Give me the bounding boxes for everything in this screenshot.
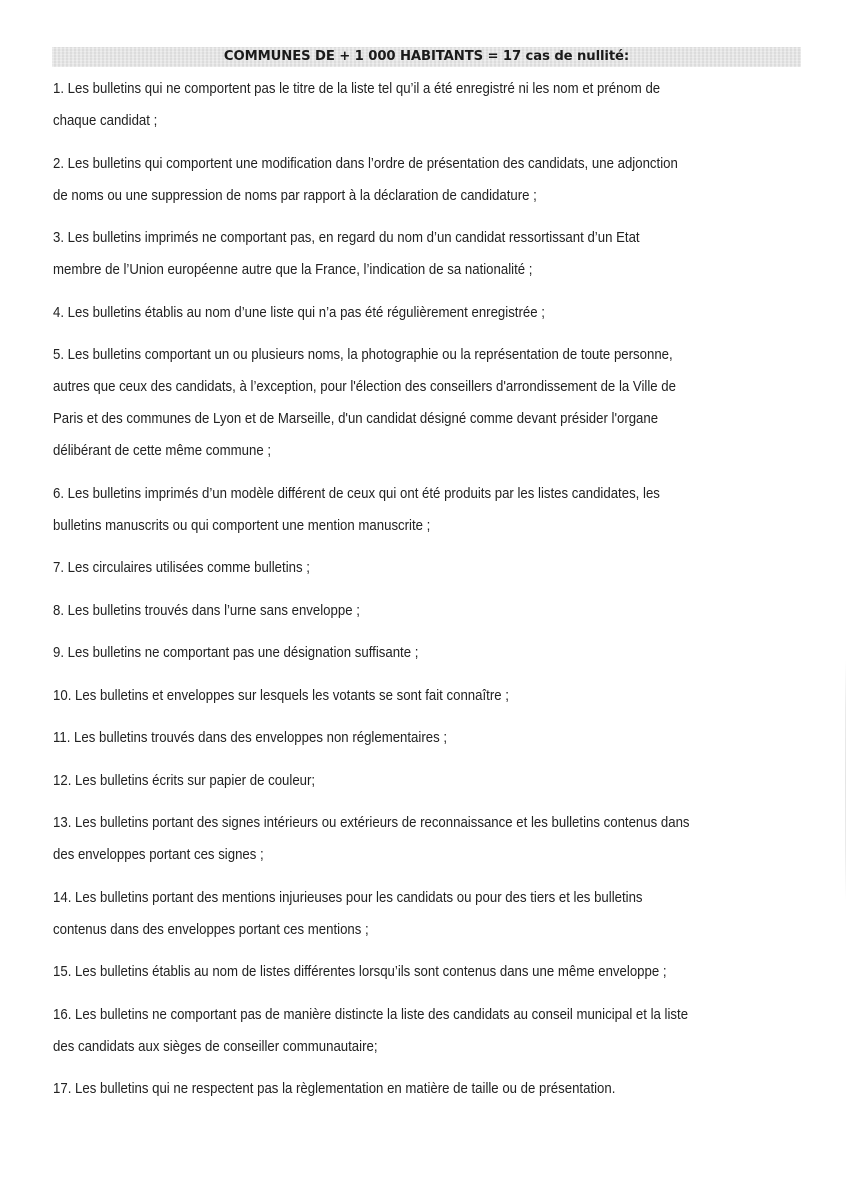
list-item-line: 11. Les bulletins trouvés dans des enveloppes non réglementaires ;	[53, 730, 448, 746]
list-item-line: 4. Les bulletins établis au nom d’une liste qui n’a pas été régulièrement enregistrée ;	[53, 304, 545, 321]
scan-edge-artifact	[845, 660, 846, 900]
list-item-4	[53, 297, 849, 329]
list-item-line: 12. Les bulletins écrits sur papier de couleur;	[53, 772, 316, 789]
list-item-line: 15. Les bulletins établis au nom de listes différentes lorsqu’ils sont contenus dans une même enveloppe ;	[53, 964, 667, 980]
list-item-5	[53, 339, 849, 467]
list-item-line: délibérant de cette même commune ;	[53, 443, 272, 459]
list-item-line: des enveloppes portant ces signes ;	[53, 847, 264, 863]
list-item-line: 8. Les bulletins trouvés dans l’urne sans enveloppe ;	[53, 602, 360, 619]
list-item-17	[53, 1073, 849, 1105]
list-item-line: des candidats aux sièges de conseiller communautaire;	[53, 1038, 378, 1055]
list-item-2	[53, 148, 849, 212]
list-item-line: contenus dans des enveloppes portant ces mentions ;	[53, 921, 369, 938]
list-item-9	[53, 637, 849, 669]
list-item-line: autres que ceux des candidats, à l’exception, pour l'élection des conseillers d'arrondissement de la Ville de	[53, 379, 676, 395]
list-item-10	[53, 680, 849, 712]
list-item-line: bulletins manuscrits ou qui comportent une mention manuscrite ;	[53, 517, 431, 534]
list-item-line: chaque candidat ;	[53, 113, 158, 129]
list-item-line: 1. Les bulletins qui ne comportent pas le titre de la liste tel qu’il a été enregistré ni les nom et prénom de	[53, 81, 661, 97]
list-item-11	[53, 722, 849, 754]
list-item-line: 5. Les bulletins comportant un ou plusieurs noms, la photographie ou la représentation de toute personne,	[53, 347, 673, 363]
list-item-6	[53, 478, 849, 542]
list-item-1	[53, 73, 849, 137]
list-item-7	[53, 552, 849, 584]
list-item-15	[53, 956, 849, 988]
list-item-8	[53, 595, 849, 627]
list-item-16	[53, 999, 849, 1063]
list-item-3	[53, 222, 849, 286]
list-item-12	[53, 765, 849, 797]
list-item-13	[53, 807, 849, 871]
list-item-line: membre de l’Union européenne autre que la France, l’indication de sa nationalité ;	[53, 262, 533, 278]
page-title: COMMUNES DE + 1 000 HABITANTS = 17 cas de nullité:	[223, 49, 630, 64]
list-item-14	[53, 882, 849, 946]
list-item-line: 2. Les bulletins qui comportent une modification dans l’ordre de présentation des candidats, une adjonction	[53, 155, 678, 172]
list-item-line: 9. Les bulletins ne comportant pas une désignation suffisante ;	[53, 645, 419, 661]
list-item-line: 3. Les bulletins imprimés ne comportant pas, en regard du nom d’un candidat ressortissant d’un Etat	[53, 230, 640, 246]
list-item-line: de noms ou une suppression de noms par rapport à la déclaration de candidature ;	[53, 187, 537, 204]
list-item-line: 6. Les bulletins imprimés d’un modèle différent de ceux qui ont été produits par les listes candidates, les	[53, 485, 660, 502]
list-item-line: 7. Les circulaires utilisées comme bulletins ;	[53, 560, 310, 576]
nullity-cases-list	[53, 73, 849, 1116]
list-item-line: Paris et des communes de Lyon et de Marseille, d'un candidat désigné comme devant présider l'organe	[53, 411, 659, 427]
list-item-line: 13. Les bulletins portant des signes intérieurs ou extérieurs de reconnaissance et les bulletins contenus dans	[53, 815, 690, 831]
list-item-line: 14. Les bulletins portant des mentions injurieuses pour les candidats ou pour des tiers et les bulletins	[53, 889, 643, 906]
list-item-line: 16. Les bulletins ne comportant pas de manière distincte la liste des candidats au conseil municipal et la liste	[53, 1006, 689, 1023]
list-item-line: 10. Les bulletins et enveloppes sur lesquels les votants se sont fait connaître ;	[53, 687, 509, 704]
list-item-line: 17. Les bulletins qui ne respectent pas la règlementation en matière de taille ou de présentation.	[53, 1081, 616, 1097]
